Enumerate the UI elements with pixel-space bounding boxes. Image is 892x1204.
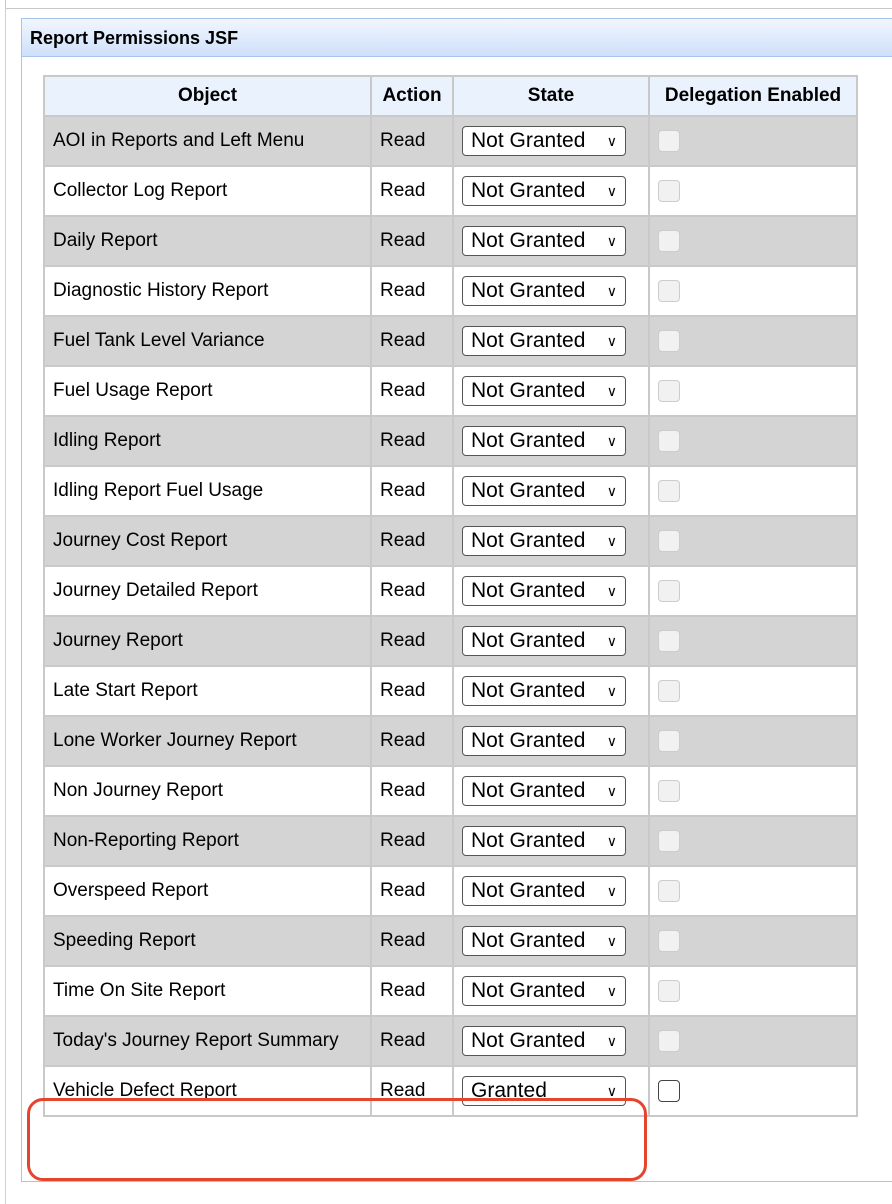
delegation-checkbox — [658, 930, 680, 952]
delegation-cell — [649, 266, 857, 316]
state-cell — [453, 266, 649, 316]
delegation-cell — [649, 316, 857, 366]
action-cell: Read — [371, 216, 453, 266]
delegation-checkbox — [658, 280, 680, 302]
action-cell: Read — [371, 416, 453, 466]
state-cell — [453, 866, 649, 916]
delegation-checkbox — [658, 530, 680, 552]
table-row — [44, 866, 857, 916]
state-select[interactable] — [462, 476, 626, 506]
panel-title: Report Permissions JSF — [22, 19, 892, 57]
table-row — [44, 366, 857, 416]
state-cell — [453, 716, 649, 766]
state-select[interactable] — [462, 776, 626, 806]
state-value: Not Granted — [471, 279, 586, 302]
table-row — [44, 166, 857, 216]
object-cell: Collector Log Report — [44, 166, 371, 216]
state-cell — [453, 366, 649, 416]
state-cell — [453, 966, 649, 1016]
delegation-checkbox — [658, 230, 680, 252]
delegation-cell — [649, 916, 857, 966]
state-select[interactable] — [462, 1076, 626, 1106]
state-value: Not Granted — [471, 529, 586, 552]
object-cell: Time On Site Report — [44, 966, 371, 1016]
table-row — [44, 716, 857, 766]
object-cell: Diagnostic History Report — [44, 266, 371, 316]
object-cell: Vehicle Defect Report — [44, 1066, 371, 1116]
state-value: Not Granted — [471, 779, 586, 802]
object-cell: Fuel Usage Report — [44, 366, 371, 416]
action-cell: Read — [371, 766, 453, 816]
state-select[interactable] — [462, 876, 626, 906]
state-select[interactable] — [462, 426, 626, 456]
state-cell — [453, 616, 649, 666]
state-value: Not Granted — [471, 429, 586, 452]
chevron-down-icon: ∨ — [606, 982, 617, 999]
state-select[interactable] — [462, 226, 626, 256]
delegation-cell — [649, 616, 857, 666]
delegation-checkbox — [658, 1030, 680, 1052]
delegation-cell — [649, 166, 857, 216]
object-cell: Journey Cost Report — [44, 516, 371, 566]
chevron-down-icon: ∨ — [606, 132, 617, 149]
delegation-cell — [649, 816, 857, 866]
state-select[interactable] — [462, 576, 626, 606]
action-cell: Read — [371, 116, 453, 166]
state-cell — [453, 166, 649, 216]
chevron-down-icon: ∨ — [606, 1032, 617, 1049]
state-cell — [453, 666, 649, 716]
action-cell: Read — [371, 566, 453, 616]
state-cell — [453, 816, 649, 866]
chevron-down-icon: ∨ — [606, 482, 617, 499]
action-cell: Read — [371, 466, 453, 516]
state-select[interactable] — [462, 826, 626, 856]
delegation-checkbox — [658, 980, 680, 1002]
chevron-down-icon: ∨ — [606, 1082, 617, 1099]
state-value: Not Granted — [471, 129, 586, 152]
object-cell: Speeding Report — [44, 916, 371, 966]
action-cell: Read — [371, 616, 453, 666]
chevron-down-icon: ∨ — [606, 182, 617, 199]
table-row — [44, 816, 857, 866]
delegation-checkbox — [658, 580, 680, 602]
table-row — [44, 616, 857, 666]
delegation-cell — [649, 416, 857, 466]
state-value: Not Granted — [471, 679, 586, 702]
state-select[interactable] — [462, 276, 626, 306]
delegation-cell — [649, 216, 857, 266]
delegation-cell — [649, 516, 857, 566]
state-select[interactable] — [462, 626, 626, 656]
table-row — [44, 116, 857, 166]
state-cell — [453, 116, 649, 166]
state-value: Not Granted — [471, 479, 586, 502]
action-cell: Read — [371, 516, 453, 566]
table-row — [44, 666, 857, 716]
object-cell: Late Start Report — [44, 666, 371, 716]
action-cell: Read — [371, 366, 453, 416]
action-cell: Read — [371, 166, 453, 216]
chevron-down-icon: ∨ — [606, 282, 617, 299]
state-value: Not Granted — [471, 829, 586, 852]
state-select[interactable] — [462, 726, 626, 756]
object-cell: Fuel Tank Level Variance — [44, 316, 371, 366]
state-value: Not Granted — [471, 929, 586, 952]
state-cell — [453, 316, 649, 366]
state-cell — [453, 1066, 649, 1116]
delegation-checkbox — [658, 380, 680, 402]
chevron-down-icon: ∨ — [606, 682, 617, 699]
table-row — [44, 216, 857, 266]
action-cell: Read — [371, 916, 453, 966]
state-cell — [453, 766, 649, 816]
table-row — [44, 916, 857, 966]
delegation-checkbox — [658, 480, 680, 502]
state-select[interactable] — [462, 126, 626, 156]
chevron-down-icon: ∨ — [606, 432, 617, 449]
delegation-cell — [649, 466, 857, 516]
state-value: Not Granted — [471, 1029, 586, 1052]
table-row — [44, 1066, 857, 1116]
state-cell — [453, 566, 649, 616]
delegation-cell — [649, 366, 857, 416]
state-select[interactable] — [462, 526, 626, 556]
state-cell — [453, 466, 649, 516]
delegation-checkbox — [658, 630, 680, 652]
table-row — [44, 966, 857, 1016]
delegation-checkbox — [658, 880, 680, 902]
state-value: Not Granted — [471, 229, 586, 252]
table-row — [44, 766, 857, 816]
action-cell: Read — [371, 666, 453, 716]
delegation-cell — [649, 716, 857, 766]
state-cell — [453, 1016, 649, 1066]
object-cell: Non Journey Report — [44, 766, 371, 816]
chevron-down-icon: ∨ — [606, 582, 617, 599]
state-value: Not Granted — [471, 879, 586, 902]
outer-border — [5, 8, 8, 1204]
action-cell: Read — [371, 316, 453, 366]
state-cell — [453, 916, 649, 966]
state-value: Not Granted — [471, 179, 586, 202]
object-cell: Journey Report — [44, 616, 371, 666]
action-cell: Read — [371, 816, 453, 866]
delegation-cell — [649, 566, 857, 616]
state-select[interactable] — [462, 1026, 626, 1056]
state-select[interactable] — [462, 326, 626, 356]
object-cell: Today's Journey Report Summary — [44, 1016, 371, 1066]
table-row — [44, 1016, 857, 1066]
table-row — [44, 316, 857, 366]
action-cell: Read — [371, 1066, 453, 1116]
object-cell: Non-Reporting Report — [44, 816, 371, 866]
column-header: Delegation Enabled — [649, 76, 857, 116]
delegation-cell — [649, 966, 857, 1016]
object-cell: Daily Report — [44, 216, 371, 266]
delegation-checkbox[interactable] — [658, 1080, 680, 1102]
chevron-down-icon: ∨ — [606, 782, 617, 799]
state-cell — [453, 416, 649, 466]
action-cell: Read — [371, 266, 453, 316]
chevron-down-icon: ∨ — [606, 382, 617, 399]
delegation-cell — [649, 1066, 857, 1116]
state-value: Granted — [471, 1079, 547, 1102]
state-value: Not Granted — [471, 329, 586, 352]
delegation-checkbox — [658, 130, 680, 152]
action-cell: Read — [371, 1016, 453, 1066]
delegation-checkbox — [658, 680, 680, 702]
action-cell: Read — [371, 716, 453, 766]
delegation-cell — [649, 766, 857, 816]
chevron-down-icon: ∨ — [606, 882, 617, 899]
state-select[interactable] — [462, 176, 626, 206]
object-cell: AOI in Reports and Left Menu — [44, 116, 371, 166]
delegation-checkbox — [658, 330, 680, 352]
chevron-down-icon: ∨ — [606, 932, 617, 949]
delegation-cell — [649, 116, 857, 166]
state-value: Not Granted — [471, 629, 586, 652]
chevron-down-icon: ∨ — [606, 632, 617, 649]
column-header: State — [453, 76, 649, 116]
delegation-checkbox — [658, 830, 680, 852]
table-row — [44, 416, 857, 466]
state-select[interactable] — [462, 926, 626, 956]
delegation-checkbox — [658, 780, 680, 802]
delegation-checkbox — [658, 180, 680, 202]
object-cell: Idling Report — [44, 416, 371, 466]
permissions-table — [43, 75, 858, 1117]
table-row — [44, 566, 857, 616]
state-cell — [453, 216, 649, 266]
chevron-down-icon: ∨ — [606, 832, 617, 849]
object-cell: Lone Worker Journey Report — [44, 716, 371, 766]
action-cell: Read — [371, 866, 453, 916]
state-select[interactable] — [462, 976, 626, 1006]
delegation-checkbox — [658, 730, 680, 752]
object-cell: Overspeed Report — [44, 866, 371, 916]
object-cell: Journey Detailed Report — [44, 566, 371, 616]
delegation-cell — [649, 866, 857, 916]
state-value: Not Granted — [471, 379, 586, 402]
table-row — [44, 466, 857, 516]
state-value: Not Granted — [471, 979, 586, 1002]
chevron-down-icon: ∨ — [606, 232, 617, 249]
chevron-down-icon: ∨ — [606, 532, 617, 549]
action-cell: Read — [371, 966, 453, 1016]
column-header: Object — [44, 76, 371, 116]
column-header: Action — [371, 76, 453, 116]
delegation-checkbox — [658, 430, 680, 452]
state-select[interactable] — [462, 676, 626, 706]
chevron-down-icon: ∨ — [606, 332, 617, 349]
table-row — [44, 516, 857, 566]
state-select[interactable] — [462, 376, 626, 406]
report-permissions-panel — [21, 18, 892, 1182]
delegation-cell — [649, 1016, 857, 1066]
state-value: Not Granted — [471, 729, 586, 752]
object-cell: Idling Report Fuel Usage — [44, 466, 371, 516]
state-value: Not Granted — [471, 579, 586, 602]
state-cell — [453, 516, 649, 566]
table-row — [44, 266, 857, 316]
delegation-cell — [649, 666, 857, 716]
top-container — [5, 0, 892, 9]
chevron-down-icon: ∨ — [606, 732, 617, 749]
